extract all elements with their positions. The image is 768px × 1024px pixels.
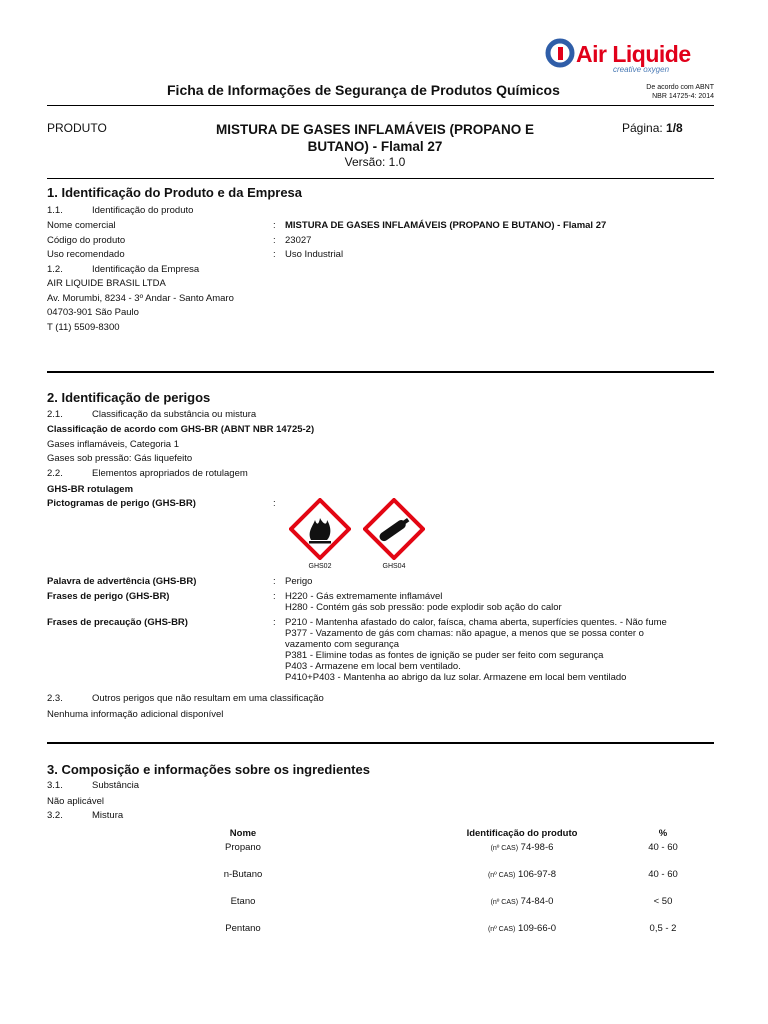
precaution-statement: vazamento com segurança xyxy=(285,639,400,650)
ingredient-name: Propano xyxy=(225,842,261,853)
document-title: Ficha de Informações de Segurança de Produtos Químicos xyxy=(167,82,560,98)
precaution-statement: P210 - Mantenha afastado do calor, faísca, chama aberta, superfícies quentes. - Não fume xyxy=(285,617,667,628)
substance-text: Não aplicável xyxy=(47,796,105,807)
subsection-title: Outros perigos que não resultam em uma classificação xyxy=(92,693,324,704)
company-line: AIR LIQUIDE BRASIL LTDA xyxy=(47,278,166,289)
pictograms-label: Pictogramas de perigo (GHS-BR) xyxy=(47,498,196,509)
hazard-statements-label: Frases de perigo (GHS-BR) xyxy=(47,591,170,602)
precaution-statement: P377 - Vazamento de gás com chamas: não apague, a menos que se possa conter o xyxy=(285,628,644,639)
precaution-statement: P403 - Armazene em local bem ventilado. xyxy=(285,661,461,672)
signal-word-label: Palavra de advertência (GHS-BR) xyxy=(47,576,197,587)
subsection-title: Classificação da substância ou mistura xyxy=(92,409,257,420)
page-number xyxy=(622,121,683,135)
classification-heading: Classificação de acordo com GHS-BR (ABNT NBR 14725-2) xyxy=(47,424,315,435)
cas-number: 109-66-0 xyxy=(518,923,557,934)
precaution-statement: P410+P403 - Mantenha ao abrigo da luz solar. Armazene em local bem ventilado xyxy=(285,672,627,683)
table-header-product-id: Identificação do produto xyxy=(466,828,578,839)
subsection-title: Elementos apropriados de rotulagem xyxy=(92,468,248,479)
subsection-number: 2.3. xyxy=(47,693,63,704)
classification-line: Gases inflamáveis, Categoria 1 xyxy=(47,439,180,450)
cas-number: 106-97-8 xyxy=(518,869,557,880)
subsection-number: 1.2. xyxy=(47,264,63,275)
precaution-statement: P381 - Elimine todas as fontes de ignição se puder ser feito com segurança xyxy=(285,650,604,661)
norm-reference xyxy=(622,83,714,101)
cas-prefix: (nº CAS) xyxy=(487,872,516,879)
subsection-number: 3.2. xyxy=(47,810,63,821)
ingredient-cas xyxy=(442,896,602,907)
produto-label: PRODUTO xyxy=(47,121,107,135)
ingredient-cas xyxy=(442,923,602,934)
pictogram-code: GHS02 xyxy=(308,563,332,570)
norm-line-1: De acordo com ABNT xyxy=(646,84,714,91)
field-colon: : xyxy=(273,617,276,628)
subsection-title: Identificação da Empresa xyxy=(92,264,200,275)
ingredient-name: Pentano xyxy=(225,923,261,934)
cas-number: 74-98-6 xyxy=(520,842,554,853)
subsection-title: Substância xyxy=(92,780,140,791)
field-label: Uso recomendado xyxy=(47,249,125,260)
section-divider xyxy=(47,371,714,373)
precaution-statements-label: Frases de precaução (GHS-BR) xyxy=(47,617,188,628)
subsection-number: 2.2. xyxy=(47,468,63,479)
ingredient-percent: 40 - 60 xyxy=(648,842,678,853)
ingredient-name: n-Butano xyxy=(223,869,263,880)
field-colon: : xyxy=(273,576,276,587)
subsection-number: 2.1. xyxy=(47,409,63,420)
ingredient-name: Etano xyxy=(230,896,256,907)
product-code-value: 23027 xyxy=(285,235,312,246)
other-hazards-text: Nenhuma informação adicional disponível xyxy=(47,709,224,720)
hazard-statement: H280 - Contém gás sob pressão: pode explodir sob ação do calor xyxy=(285,602,562,613)
ingredient-percent: < 50 xyxy=(653,896,673,907)
table-header-name: Nome xyxy=(229,828,257,839)
header-divider xyxy=(47,105,714,106)
cas-prefix: (nº CAS) xyxy=(490,845,519,852)
field-label: Código do produto xyxy=(47,235,126,246)
ingredient-cas xyxy=(442,869,602,880)
signal-word-value: Perigo xyxy=(285,576,313,587)
subsection-number: 3.1. xyxy=(47,780,63,791)
pictogram-code: GHS04 xyxy=(382,563,406,570)
classification-line: Gases sob pressão: Gás liquefeito xyxy=(47,453,193,464)
field-label: Nome comercial xyxy=(47,220,116,231)
subsection-title: Mistura xyxy=(92,810,124,821)
recommended-use-value: Uso Industrial xyxy=(285,249,344,260)
subsection-title: Identificação do produto xyxy=(92,205,194,216)
field-colon: : xyxy=(273,235,276,246)
page-value: 1/8 xyxy=(666,121,683,135)
trade-name-value: MISTURA DE GASES INFLAMÁVEIS (PROPANO E BUTANO) - Flamal 27 xyxy=(285,220,607,231)
field-colon: : xyxy=(273,249,276,260)
section-1-title: 1. Identificação do Produto e da Empresa xyxy=(47,185,303,200)
logo-tagline: creative oxygen xyxy=(613,65,670,74)
norm-line-2: NBR 14725-4: 2014 xyxy=(652,93,714,100)
field-colon: : xyxy=(273,591,276,602)
cas-number: 74-84-0 xyxy=(520,896,554,907)
gas-cylinder-icon xyxy=(363,498,425,560)
page-label: Página: xyxy=(622,121,667,135)
table-header-percent: % xyxy=(658,828,668,839)
section-2-title: 2. Identificação de perigos xyxy=(47,390,211,405)
ingredient-percent: 40 - 60 xyxy=(648,869,678,880)
cas-prefix: (nº CAS) xyxy=(487,926,516,933)
section-divider xyxy=(47,178,714,179)
product-name: MISTURA DE GASES INFLAMÁVEIS (PROPANO E BUTANO) - Flamal 27 xyxy=(215,122,535,154)
section-3-title: 3. Composição e informações sobre os ingredientes xyxy=(47,762,370,777)
flame-icon xyxy=(289,498,351,560)
hazard-statement: H220 - Gás extremamente inflamável xyxy=(285,591,443,602)
field-colon: : xyxy=(273,220,276,231)
company-line: 04703-901 São Paulo xyxy=(47,307,139,318)
ingredient-percent: 0,5 - 2 xyxy=(649,923,677,934)
cas-prefix: (nº CAS) xyxy=(490,899,519,906)
ingredient-cas xyxy=(442,842,602,853)
subsection-number: 1.1. xyxy=(47,205,63,216)
air-liquide-logo-icon xyxy=(545,38,575,68)
company-line: T (11) 5509-8300 xyxy=(47,322,120,333)
logo-text: Air Liquide xyxy=(576,41,691,67)
ghs-label-heading: GHS-BR rotulagem xyxy=(47,484,134,495)
company-line: Av. Morumbi, 8234 - 3º Andar - Santo Amaro xyxy=(47,293,234,304)
version: Versão: 1.0 xyxy=(344,155,406,169)
section-divider xyxy=(47,742,714,744)
field-colon: : xyxy=(273,498,276,509)
air-liquide-logo xyxy=(545,36,715,76)
